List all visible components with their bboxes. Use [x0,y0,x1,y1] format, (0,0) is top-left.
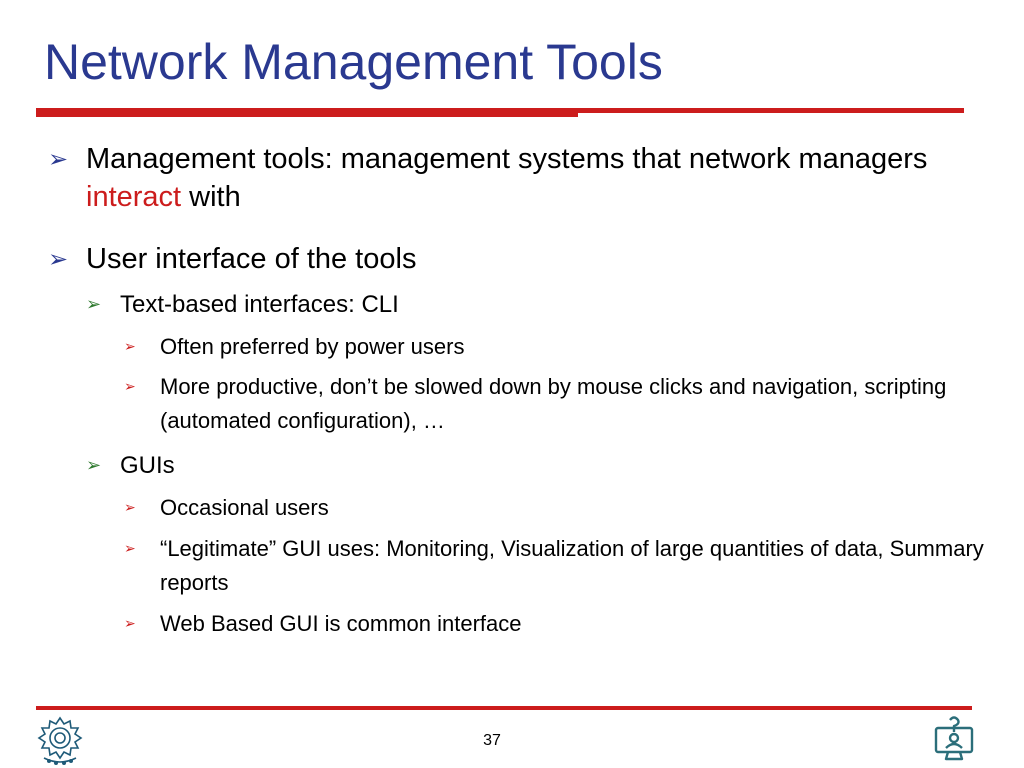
bullet-text: Text-based interfaces: CLI [120,291,399,318]
bullet-user-interface [48,240,968,278]
bullet-arrow-icon: ➢ [124,379,136,395]
bullet-text: Web Based GUI is common interface [160,611,522,636]
computer-engineering-icon [932,714,976,762]
bullet-power-users [124,330,1004,364]
bullet-arrow-icon: ➢ [124,541,136,557]
bullet-arrow-icon: ➢ [124,339,136,355]
bullet-text: More productive, don’t be slowed down by mouse clicks and navigation, scripting (automated configuration), … [160,374,947,433]
bullet-text: Often preferred by power users [160,334,465,359]
bullet-arrow-icon: ➢ [86,294,102,315]
bullet-text: GUIs [120,452,175,479]
bullet-text: User interface of the tools [86,243,417,275]
bullet-text: Management tools: management systems that network managers interact with [86,143,928,213]
university-emblem-icon [34,714,86,766]
bullet-web-based-gui [124,607,1004,641]
bullet-text: Occasional users [160,495,329,520]
page-number: 37 [483,732,501,749]
bullet-arrow-icon: ➢ [48,145,69,173]
bullet-arrow-icon: ➢ [124,616,136,632]
highlight-word: interact [86,181,182,213]
footer-divider [36,706,972,710]
bullet-text-based-interfaces [86,289,966,321]
bullet-arrow-icon: ➢ [86,455,102,476]
bullet-guis [86,450,966,482]
bullet-arrow-icon: ➢ [48,245,69,273]
bullet-legitimate-gui-uses [124,532,1004,600]
bullet-more-productive [124,370,954,438]
title-divider-accent [36,113,578,117]
slide-title: Network Management Tools [44,34,663,90]
bullet-management-tools [48,140,968,216]
bullet-occasional-users [124,491,1004,525]
bullet-text: “Legitimate” GUI uses: Monitoring, Visualization of large quantities of data, Summary reports [160,536,984,595]
bullet-arrow-icon: ➢ [124,500,136,516]
